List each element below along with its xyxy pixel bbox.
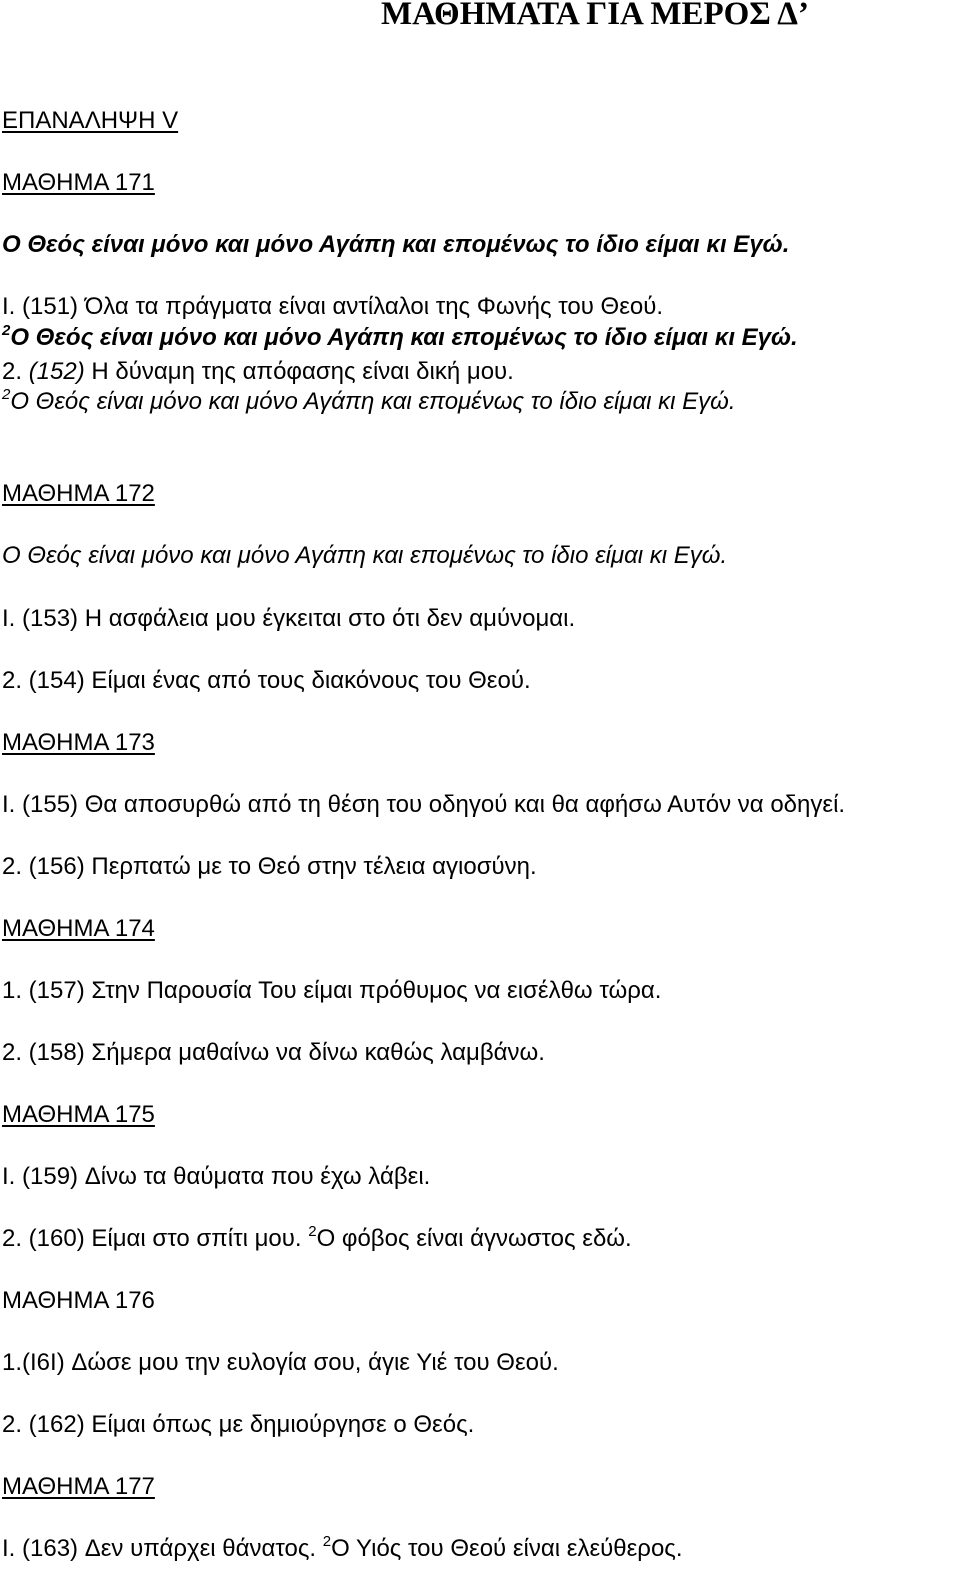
lesson-171-item-1-repeat [2, 323, 798, 353]
lesson-172-heading: ΜΑΘΗΜΑ 172 [2, 480, 155, 507]
lesson-172-central-idea: Ο Θεός είναι μόνο και μόνο Αγάπη και επομένως το ίδιο είμαι κι Εγώ. [2, 542, 728, 569]
verse-number: 2 [2, 322, 11, 339]
lesson-171-item-2 [2, 357, 514, 387]
verse-number: 2 [322, 1533, 332, 1550]
lesson-174-item-2: 2. (158) Σήμερα μαθαίνω να δίνω καθώς λαμβάνω. [2, 1039, 545, 1066]
lesson-177-item-1 [2, 1534, 683, 1564]
item-2-number: (152) [28, 358, 85, 385]
lesson-175-item-2 [2, 1224, 632, 1254]
lesson-175-item-2-tail: Ο φόβος είναι άγνωστος εδώ. [316, 1225, 632, 1252]
lesson-176-item-1: 1.(I6I) Δώσε μου την ευλογία σου, άγιε Υιέ του Θεού. [2, 1349, 559, 1376]
lesson-175-item-2-text: 2. (160) Είμαι στο σπίτι μου. [2, 1225, 309, 1252]
lesson-171-heading: ΜΑΘΗΜΑ 171 [2, 169, 155, 196]
verse-number: 2 [308, 1223, 317, 1240]
lesson-172-item-1: I. (153) Η ασφάλεια μου έγκειται στο ότι δεν αμύνομαι. [2, 605, 576, 632]
review-heading: ΕΠΑΝΑΛΗΨΗ V [2, 107, 179, 134]
item-2-prefix: 2. [2, 358, 29, 385]
lesson-177-item-1-tail: Ο Υιός του Θεού είναι ελεύθερος. [331, 1535, 683, 1562]
lesson-174-item-1: 1. (157) Στην Παρουσία Του είμαι πρόθυμος να εισέλθω τώρα. [2, 977, 662, 1004]
lesson-173-item-2: 2. (156) Περπατώ με το Θεό στην τέλεια αγιοσύνη. [2, 853, 537, 880]
lesson-171-item-2-repeat [2, 387, 736, 417]
lesson-173-heading: ΜΑΘΗΜΑ 173 [2, 729, 155, 756]
lesson-175-heading: ΜΑΘΗΜΑ 175 [2, 1101, 155, 1128]
page-title: ΜΑΘΗΜΑΤΑ ΓΙΑ ΜΕΡΟΣ Δ’ [380, 0, 809, 32]
lesson-177-heading: ΜΑΘΗΜΑ 177 [2, 1473, 155, 1500]
lesson-172-item-2: 2. (154) Είμαι ένας από τους διακόνους του Θεού. [2, 667, 531, 694]
lesson-171-item-2-repeat-text: Ο Θεός είναι μόνο και μόνο Αγάπη και επομένως το ίδιο είμαι κι Εγώ. [10, 388, 736, 415]
item-2-text: Η δύναμη της απόφασης είναι δική μου. [84, 358, 514, 385]
lesson-171-item-1-repeat-text: Ο Θεός είναι μόνο και μόνο Αγάπη και επομένως το ίδιο είμαι κι Εγώ. [10, 324, 798, 351]
lesson-171-item-1: I. (151) Όλα τα πράγματα είναι αντίλαλοι της Φωνής του Θεού. [2, 293, 664, 320]
lesson-176-item-2: 2. (162) Είμαι όπως με δημιούργησε ο Θεός. [2, 1411, 475, 1438]
lesson-175-item-1: I. (159) Δίνω τα θαύματα που έχω λάβει. [2, 1163, 431, 1190]
lesson-176-heading: ΜΑΘΗΜΑ 176 [2, 1287, 155, 1314]
lesson-177-item-1-text: I. (163) Δεν υπάρχει θάνατος. [2, 1535, 323, 1562]
lesson-171-central-idea: Ο Θεός είναι μόνο και μόνο Αγάπη και επομένως το ίδιο είμαι κι Εγώ. [2, 231, 790, 258]
lesson-173-item-1: I. (155) Θα αποσυρθώ από τη θέση του οδηγού και θα αφήσω Αυτόν να οδηγεί. [2, 791, 846, 818]
verse-number: 2 [2, 386, 11, 403]
lesson-174-heading: ΜΑΘΗΜΑ 174 [2, 915, 155, 942]
